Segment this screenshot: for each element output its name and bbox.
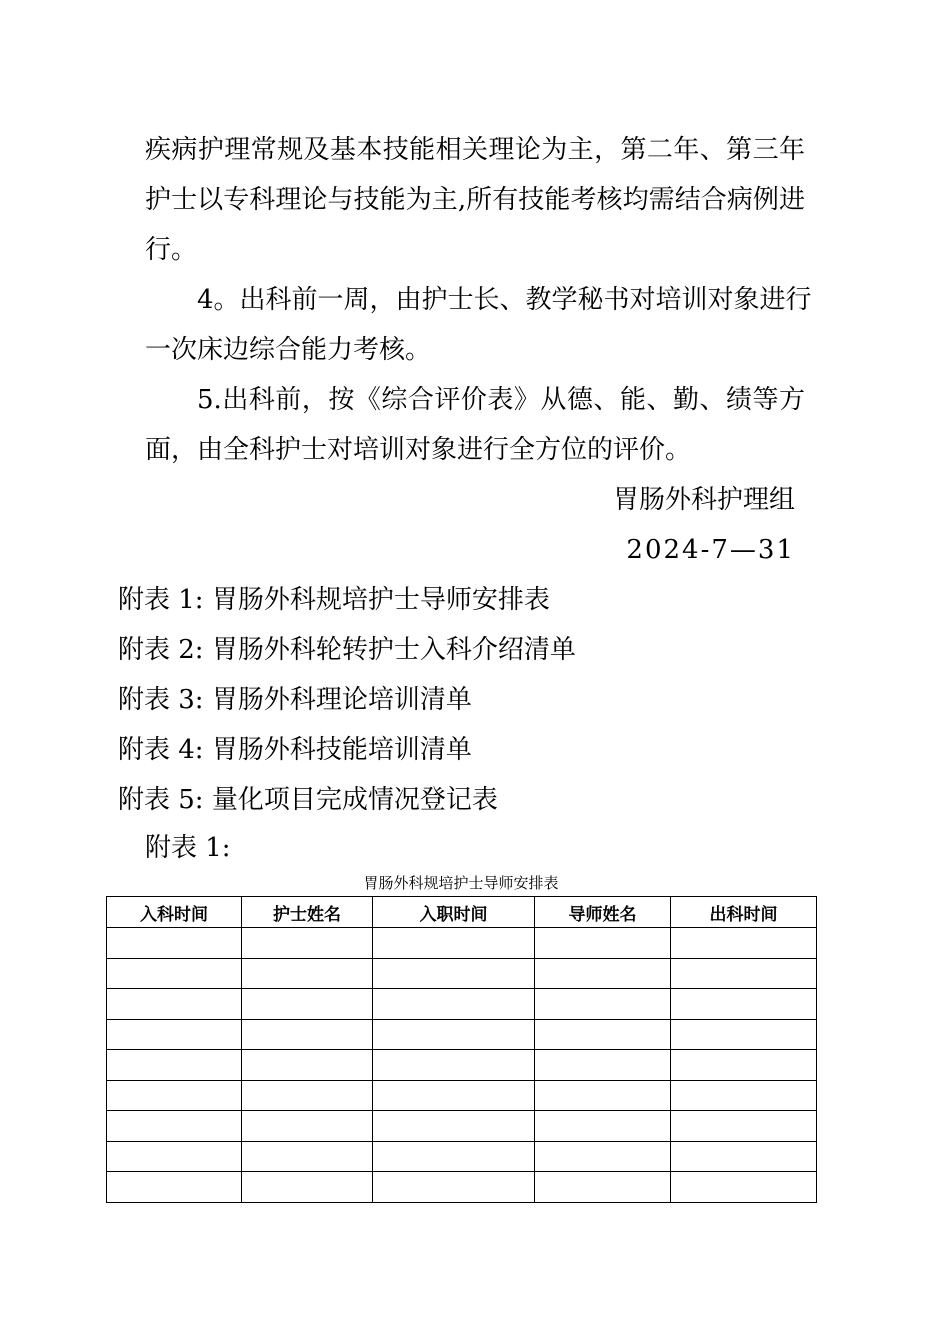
table-cell[interactable]: [373, 1050, 535, 1081]
annex-item-4: 附表 4: 胃肠外科技能培训清单: [118, 735, 472, 765]
table-cell[interactable]: [373, 1080, 535, 1111]
table-cell[interactable]: [107, 1080, 242, 1111]
table-cell[interactable]: [242, 1080, 373, 1111]
table-cell[interactable]: [535, 928, 671, 959]
table-cell[interactable]: [671, 1080, 817, 1111]
table-cell[interactable]: [373, 958, 535, 989]
table-cell[interactable]: [535, 1050, 671, 1081]
table-cell[interactable]: [671, 928, 817, 959]
signature-date: 2024-7—31: [626, 535, 795, 565]
table-row: [107, 958, 817, 989]
table-cell[interactable]: [242, 1050, 373, 1081]
table-cell[interactable]: [535, 1111, 671, 1142]
table-row: [107, 1080, 817, 1111]
annex-item-1: 附表 1: 胃肠外科规培护士导师安排表: [118, 585, 550, 615]
table-cell[interactable]: [535, 989, 671, 1020]
table-cell[interactable]: [373, 928, 535, 959]
table-cell[interactable]: [373, 1111, 535, 1142]
signature-org: 胃肠外科护理组: [612, 485, 795, 515]
table-row: [107, 1141, 817, 1172]
table-cell[interactable]: [107, 1111, 242, 1142]
table-cell[interactable]: [535, 1019, 671, 1050]
annex-item-5: 附表 5: 量化项目完成情况登记表: [118, 785, 498, 815]
table-cell[interactable]: [671, 1111, 817, 1142]
table-cell[interactable]: [107, 958, 242, 989]
table-cell[interactable]: [373, 1019, 535, 1050]
table-row: [107, 1111, 817, 1142]
column-header-entry-time: 入科时间: [107, 897, 242, 928]
column-header-nurse-name: 护士姓名: [242, 897, 373, 928]
table-cell[interactable]: [242, 1111, 373, 1142]
paragraph-1-line-1: 疾病护理常规及基本技能相关理论为主，第二年、第三年: [145, 135, 805, 165]
table-cell[interactable]: [373, 989, 535, 1020]
table-row: [107, 928, 817, 959]
table-cell[interactable]: [671, 1050, 817, 1081]
table-cell[interactable]: [671, 1141, 817, 1172]
table-cell[interactable]: [107, 989, 242, 1020]
annex-item-3: 附表 3: 胃肠外科理论培训清单: [118, 685, 472, 715]
annex-item-2: 附表 2: 胃肠外科轮转护士入科介绍清单: [118, 635, 576, 665]
table-cell[interactable]: [373, 1141, 535, 1172]
paragraph-1-line-2: 护士以专科理论与技能为主,所有技能考核均需结合病例进: [145, 185, 805, 215]
paragraph-3-line-2: 面，由全科护士对培训对象进行全方位的评价。: [145, 435, 692, 465]
table-cell[interactable]: [242, 1172, 373, 1203]
table-cell[interactable]: [242, 989, 373, 1020]
table-caption: 胃肠外科规培护士导师安排表: [363, 874, 559, 892]
table-cell[interactable]: [242, 1141, 373, 1172]
table-cell[interactable]: [671, 1172, 817, 1203]
table-cell[interactable]: [107, 1141, 242, 1172]
table-cell[interactable]: [107, 1172, 242, 1203]
table-cell[interactable]: [535, 958, 671, 989]
paragraph-3-line-1: 5.出科前，按《综合评价表》从德、能、勤、绩等方: [197, 385, 805, 415]
table-row: [107, 1019, 817, 1050]
table-header-row: [107, 897, 817, 928]
table-cell[interactable]: [671, 1019, 817, 1050]
paragraph-2-line-1: 4。出科前一周，由护士长、教学秘书对培训对象进行: [197, 285, 812, 315]
table-row: [107, 1050, 817, 1081]
table-cell[interactable]: [535, 1080, 671, 1111]
paragraph-2-line-2: 一次床边综合能力考核。: [145, 335, 432, 365]
table-cell[interactable]: [107, 928, 242, 959]
mentor-arrangement-table: [106, 896, 817, 1203]
table-cell[interactable]: [242, 958, 373, 989]
table-cell[interactable]: [535, 1141, 671, 1172]
table-row: [107, 1172, 817, 1203]
table-row: [107, 989, 817, 1020]
table-cell[interactable]: [107, 1019, 242, 1050]
column-header-hire-date: 入职时间: [373, 897, 535, 928]
annex-1-heading: 附表 1:: [145, 833, 231, 863]
column-header-mentor-name: 导师姓名: [535, 897, 671, 928]
table-cell[interactable]: [535, 1172, 671, 1203]
table-cell[interactable]: [671, 989, 817, 1020]
paragraph-1-line-3: 行。: [145, 235, 198, 265]
table-cell[interactable]: [671, 958, 817, 989]
table-cell[interactable]: [242, 1019, 373, 1050]
table-cell[interactable]: [373, 1172, 535, 1203]
table-cell[interactable]: [107, 1050, 242, 1081]
column-header-exit-time: 出科时间: [671, 897, 817, 928]
table-cell[interactable]: [242, 928, 373, 959]
